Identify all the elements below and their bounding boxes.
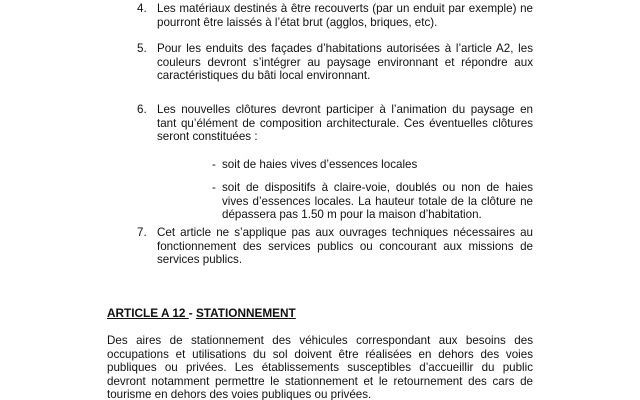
article-separator: - (188, 306, 196, 320)
sub-bullet-2 (212, 181, 533, 222)
list-item-5 (137, 42, 533, 83)
article-number: ARTICLE A 12 (107, 306, 189, 320)
list-item-text: Pour les enduits des façades d’habitations autorisées à l’article A2, les couleurs devront s’intégrer au paysage environnant et répondre aux caractéristiques du bâti local environnant. (157, 42, 533, 82)
article-title: STATIONNEMENT (195, 306, 296, 320)
list-item-4 (137, 2, 533, 29)
list-item-text: Les matériaux destinés à être recouverts (par un enduit par exemple) ne pourront être laissés à l’état brut (agglos, briques, etc). (157, 2, 533, 29)
article-heading (107, 306, 296, 320)
list-item-text: Cet article ne s’applique pas aux ouvrages techniques nécessaires au fonctionnement des services publics ou concourant aux missions de services publics. (157, 226, 533, 266)
bullet-text: soit de haies vives d’essences locales (222, 158, 418, 171)
list-item-6 (137, 103, 533, 144)
list-item-number: 6. (137, 103, 147, 116)
list-item-number: 7. (137, 226, 147, 239)
bullet-dash: - (212, 181, 216, 194)
list-item-number: 4. (137, 2, 147, 15)
article-paragraph: Des aires de stationnement des véhicules correspondant aux besoins des occupations et utilisations du sol doivent être réalisées en dehors des voies publiques ou privées. Les établissements susceptibles d’accueillir du public devront notamment permettre le stationnement et le retournement des cars de tourisme en dehors des voies publiques ou privées. (107, 334, 533, 400)
list-item-7 (137, 226, 533, 267)
bullet-dash: - (212, 158, 216, 171)
list-item-number: 5. (137, 42, 147, 55)
list-item-text: Les nouvelles clôtures devront participer à l’animation du paysage en tant qu’élément de composition architecturale. Ces éventuelles clôtures seront constituées : (157, 103, 533, 143)
bullet-text: soit de dispositifs à claire-voie, doublés ou non de haies vives d’essences locales. La hauteur totale de la clôture ne dépassera pas 1.50 m pour la maison d’habitation. (222, 181, 533, 221)
sub-bullet-1 (212, 158, 533, 172)
